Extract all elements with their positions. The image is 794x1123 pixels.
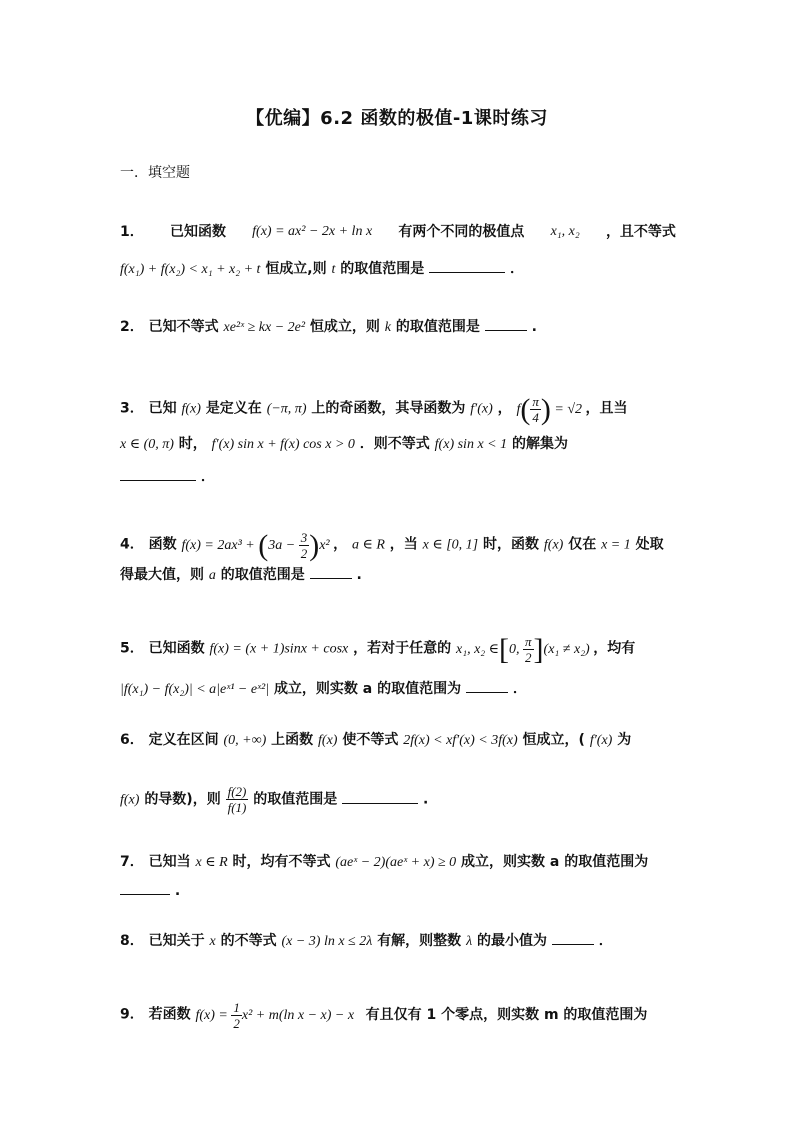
question-4-line-2: 得最大值，则 a 的取值范围是 .: [120, 564, 676, 586]
math-expression: f(x) sin x < 1: [434, 437, 508, 452]
math-expression: f′(x): [470, 401, 493, 417]
math-expression: f(x): [181, 401, 201, 417]
math-expression: x ∈ (0, π): [120, 437, 174, 452]
math-expression: f(x) = $\frac{1}{2}$ x² + m(ln x − x) − x: [195, 1000, 355, 1031]
math-expression: (x − 3) ln x ≤ 2λ: [281, 934, 373, 949]
math-expression: x₁, x₂ ∈[0, $\frac{\pi}{2}$ ](x₁ ≠ x₂): [456, 632, 590, 666]
math-fraction: $\frac{f(2)}{f(1)}$: [227, 784, 247, 815]
answer-blank[interactable]: [429, 258, 505, 273]
question-6-line-1: 6． 定义在区间 (0, +∞) 上函数 f(x) 使不等式 2f(x) < xf′(x) < 3f(x) 恒成立，( f′(x) 为: [120, 732, 632, 748]
answer-blank[interactable]: [552, 930, 594, 945]
question-9: 9． 若函数 f(x) = $\frac{1}{2}$ x² + m(ln x − x) − x 有且仅有 1 个零点，则实数 m 的取值范围为: [120, 1000, 648, 1031]
answer-blank[interactable]: [120, 466, 196, 481]
question-number: 8．: [120, 933, 144, 949]
question-3-line-3: ．: [120, 466, 676, 487]
math-expression: x₁, x₂: [550, 224, 580, 239]
answer-blank[interactable]: [310, 564, 352, 579]
question-1-line-2: f(x₁) + f(x₂) < x₁ + x₂ + t 恒成立,则 t 的取值范围是 ．: [120, 258, 676, 280]
math-expression: f( $\frac{\pi}{4}$ ) = √2: [516, 392, 583, 426]
math-expression: f′(x) sin x + f(x) cos x > 0: [211, 437, 355, 452]
answer-blank[interactable]: [342, 789, 418, 804]
math-expression: (aeˣ − 2)(aeˣ + x) ≥ 0: [335, 855, 457, 870]
question-number: 3．: [120, 400, 144, 417]
math-expression: xe²ˣ ≥ kx − 2e²: [223, 320, 306, 335]
page-title: 【优编】6.2 函数的极值-1课时练习: [246, 108, 548, 129]
question-number: 9．: [120, 1006, 144, 1023]
question-4-line-1: 4． 函数 f(x) = 2ax³ + (3a − $\frac{3}{2}$ )x² ， a ∈ R ，当 x ∈ [0, 1] 时，函数 f(x) 仅在 x = 1 处取: [120, 528, 664, 562]
math-expression: f(x₁) + f(x₂) < x₁ + x₂ + t: [120, 262, 261, 277]
section-heading: 一．填空题: [120, 165, 190, 181]
math-expression: f(x) = ax² − 2x + ln x: [252, 224, 373, 239]
question-3-line-1: 3． 已知 f(x) 是定义在 (−π, π) 上的奇函数，其导函数为 f′(x) ， f( $\frac{\pi}{4}$ ) = √2 ，且当: [120, 392, 628, 426]
question-3-line-2: x ∈ (0, π) 时， f′(x) sin x + f(x) cos x > 0 ．则不等式 f(x) sin x < 1 的解集为: [120, 436, 568, 452]
question-6-line-2: f(x) 的导数)，则 $\frac{f(2)}{f(1)}$ 的取值范围是 .: [120, 784, 429, 815]
question-number: 6．: [120, 732, 144, 748]
answer-blank[interactable]: [120, 880, 170, 895]
math-expression: (−π, π): [266, 401, 307, 417]
question-5-line-2: |f(x₁) − f(x₂)| < a|eˣ¹ − eˣ²| 成立，则实数 a 的取值范围为 ．: [120, 678, 676, 700]
question-7-line-1: 7． 已知当 x ∈ R 时，均有不等式 (aeˣ − 2)(aeˣ + x) ≥ 0 成立，则实数 a 的取值范围为: [120, 854, 649, 870]
question-number: 5．: [120, 640, 144, 657]
math-expression: f(x) = (x + 1)sinx + cosx: [209, 641, 349, 657]
math-expression: 2f(x) < xf′(x) < 3f(x): [403, 733, 518, 748]
math-expression: f(x) = 2ax³ + (3a − $\frac{3}{2}$ )x²: [181, 528, 330, 562]
question-8: 8． 已知关于 x 的不等式 (x − 3) ln x ≤ 2λ 有解，则整数 λ 的最小值为 ．: [120, 930, 676, 952]
question-number: 1．: [120, 224, 144, 240]
answer-blank[interactable]: [466, 678, 508, 693]
question-number: 2．: [120, 319, 144, 335]
question-2: 2． 已知不等式 xe²ˣ ≥ kx − 2e² 恒成立，则 k 的取值范围是 .: [120, 316, 676, 338]
question-number: 7．: [120, 854, 144, 870]
question-5-line-1: 5． 已知函数 f(x) = (x + 1)sinx + cosx ，若对于任意的 x₁, x₂ ∈[0, $\frac{\pi}{2}$ ](x₁ ≠ x₂) ，均有: [120, 632, 636, 666]
question-7-line-2: .: [120, 880, 676, 901]
question-1-line-1: 1． 已知函数 f(x) = ax² − 2x + ln x 有两个不同的极值点 x₁, x₂ ，且不等式: [120, 224, 676, 240]
answer-blank[interactable]: [485, 316, 527, 331]
question-number: 4．: [120, 536, 144, 553]
math-expression: |f(x₁) − f(x₂)| < a|eˣ¹ − eˣ²|: [120, 682, 270, 697]
